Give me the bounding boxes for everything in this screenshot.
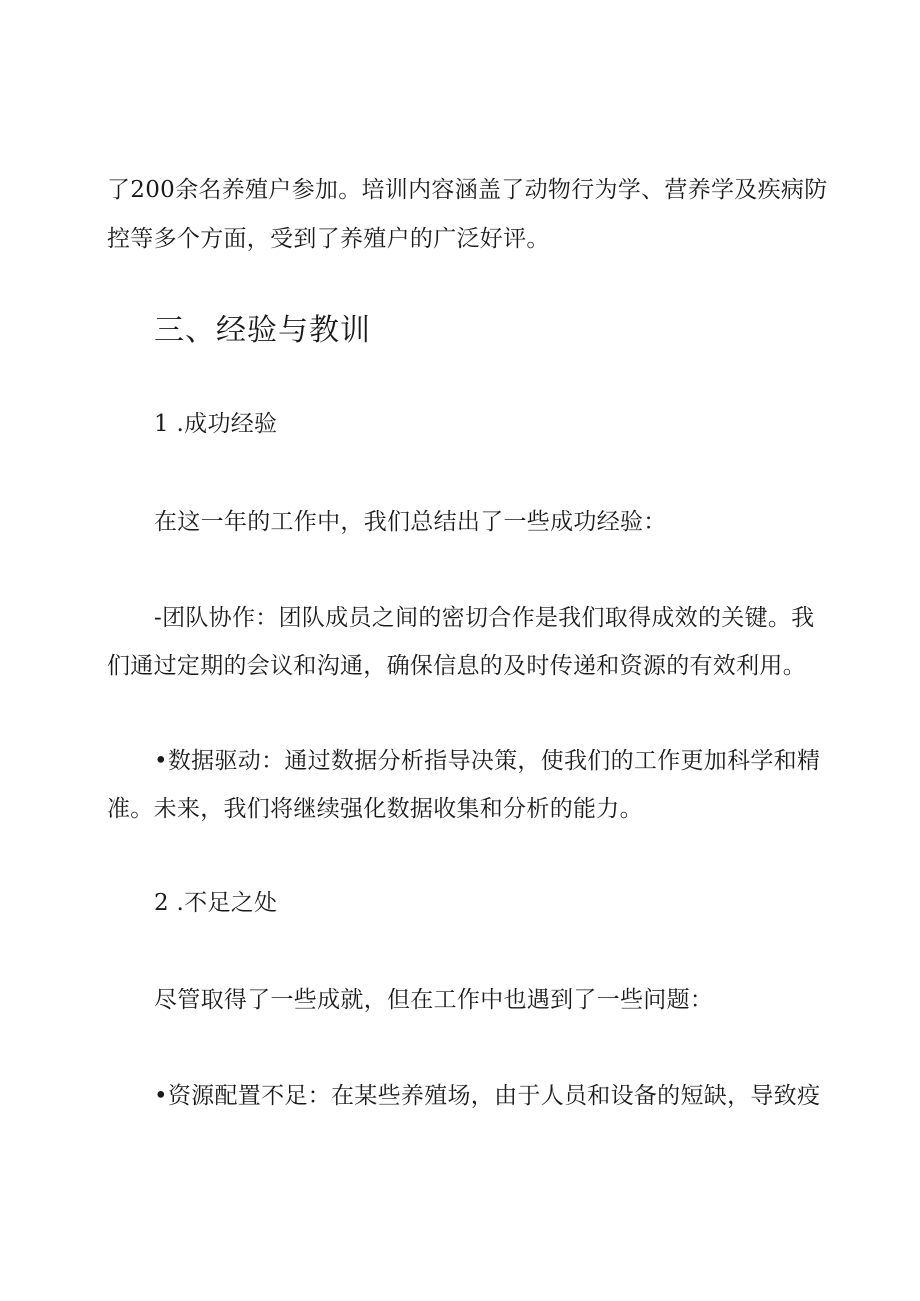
paragraph-line: 了200余名养殖户参加。培训内容涵盖了动物行为学、营养学及疾病防 <box>107 177 828 203</box>
section-heading: 三、经验与教训 <box>154 313 371 348</box>
list-item-line: •资源配置不足：在某些养殖场，由于人员和设备的短缺，导致疫 <box>154 1083 821 1109</box>
list-item-line: 准。未来，我们将继续强化数据收集和分析的能力。 <box>107 796 643 822</box>
subsection-heading: 2 .不足之处 <box>154 890 278 916</box>
list-item-line: 们通过定期的会议和沟通，确保信息的及时传递和资源的有效利用。 <box>107 653 806 679</box>
list-item-line: •数据驱动：通过数据分析指导决策，使我们的工作更加科学和精 <box>154 748 821 774</box>
paragraph-line: 在这一年的工作中，我们总结出了一些成功经验： <box>154 509 667 535</box>
paragraph-line: 控等多个方面，受到了养殖户的广泛好评。 <box>107 226 550 252</box>
list-item-line: -团队协作：团队成员之间的密切合作是我们取得成效的关键。我 <box>154 605 815 631</box>
subsection-heading: 1 .成功经验 <box>154 411 278 437</box>
paragraph-line: 尽管取得了一些成就，但在工作中也遇到了一些问题： <box>154 987 714 1013</box>
